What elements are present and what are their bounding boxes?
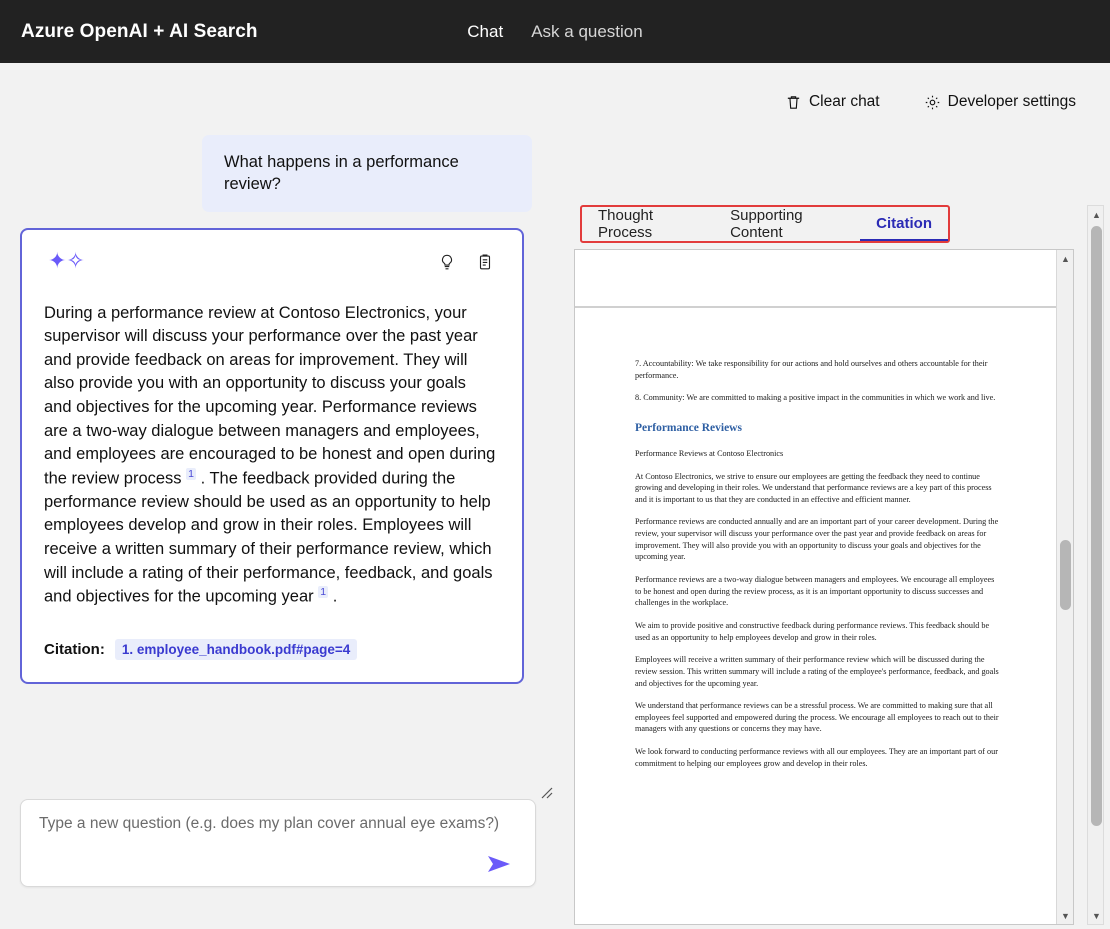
document-paragraph: At Contoso Electronics, we strive to ensure our employees are getting the feedback they need to continue growing and developing in their roles. We understand that performance reviews are a key part of this process and it is important to us that they are conducted in an effective and efficient manner. [635, 471, 992, 504]
user-message-row [20, 135, 560, 212]
document-toolbar [575, 250, 1073, 308]
developer-settings-label: Developer settings [947, 93, 1076, 110]
tab-thought-process[interactable]: Thought Process [598, 207, 654, 241]
lightbulb-icon[interactable] [438, 252, 456, 272]
answer-text [44, 302, 502, 610]
clear-chat-label: Clear chat [808, 93, 880, 110]
chevron-down-icon[interactable]: ▼ [1092, 910, 1101, 921]
document-paragraph: Performance reviews are a two-way dialogue between managers and employees. We encourage all employees to be honest and open during the review process, as it is an important opportunity to discuss successes and challenges in the workplace. [635, 575, 995, 608]
document-subheading: Performance Reviews at Contoso Electronics [635, 448, 784, 458]
analysis-tabs [580, 205, 950, 243]
app-header [0, 0, 1110, 63]
main-area [0, 119, 1110, 929]
analysis-pane [560, 119, 1110, 929]
answer-card [20, 228, 524, 685]
chevron-down-icon[interactable]: ▼ [1061, 910, 1070, 921]
citation-label: Citation: [44, 641, 105, 659]
citation-link[interactable]: 1. employee_handbook.pdf#page=4 [115, 639, 357, 660]
citation-document-viewer [574, 249, 1074, 925]
panel-scrollbar-thumb[interactable] [1091, 226, 1102, 826]
document-paragraph: 8. Community: We are committed to making a positive impact in the communities in which we work and live. [635, 393, 996, 403]
send-button[interactable] [479, 852, 519, 876]
sparkle-icon: ✦✧ [48, 247, 85, 273]
inline-citation-2[interactable]: 1 [320, 586, 327, 599]
chat-pane [0, 119, 560, 929]
question-input[interactable] [37, 814, 507, 834]
document-heading: Performance Reviews [635, 421, 742, 434]
app-title: Azure OpenAI + AI Search [21, 20, 258, 42]
inline-citation-1[interactable]: 1 [188, 467, 194, 480]
document-paragraph: Performance reviews are conducted annually and are an important part of your career development. During the review, your supervisor will discuss your performance over the past year and provide feedback on areas for improvement. They will also provide you with an opportunity to discuss your goals and objectives for the upcoming year. [635, 517, 999, 562]
nav-link-ask-a-question[interactable]: Ask a question [531, 21, 643, 41]
document-paragraph: We understand that performance reviews can be a stressful process. We are committed to making sure that all employees feel supported and empowered during the process. We encourage all employees to reach out to their managers with any questions or concerns they may have. [635, 701, 999, 734]
developer-settings-button[interactable] [918, 92, 1082, 112]
document-paragraph: 7. Accountability: We take responsibility for our actions and hold ourselves and others accountable for their performance. [635, 359, 988, 380]
nav-link-chat[interactable]: Chat [467, 21, 504, 41]
clipboard-icon[interactable] [476, 252, 494, 272]
document-paragraph: Employees will receive a written summary of their performance review which will be discussed during the review session. This written summary will include a rating of the employee's performance, feedback, and goals and objectives for the upcoming year. [635, 655, 999, 688]
gear-icon [924, 94, 941, 111]
chevron-up-icon[interactable]: ▲ [1061, 253, 1070, 264]
user-message: What happens in a performance review? [202, 135, 532, 212]
resize-grip-icon[interactable] [540, 786, 554, 803]
answer-text-part-2: . The feedback provided during the performance review should be used as an opportunity to help employees develop and grow in their roles. Employees will receive a written summary of their performance review, which will include a rating of their performance, feedback, and goals and objectives for the upcoming year [44, 469, 493, 606]
question-composer [20, 799, 536, 887]
tab-supporting-content[interactable]: Supporting Content [730, 207, 803, 241]
answer-text-part-3: . [332, 587, 338, 606]
document-page [575, 310, 1058, 924]
document-paragraph: We aim to provide positive and constructive feedback during performance reviews. This feedback should be used as an opportunity to help employees develop and grow in their roles. [635, 620, 990, 642]
header-nav [467, 22, 642, 42]
document-scrollbar[interactable] [1056, 250, 1073, 924]
answer-header [44, 246, 502, 286]
answer-text-part-1: During a performance review at Contoso Electronics, your supervisor will discuss your performance over the past year and provide feedback on areas for improvement. They will also provide you with an opportunity to discuss your goals and objectives for the upcoming year. Performance reviews are a two-way dialogue between managers and employees, and employees are encouraged to be honest and open during the review process [44, 303, 496, 488]
trash-icon [785, 94, 802, 111]
answer-actions [438, 252, 494, 272]
clear-chat-button[interactable] [779, 92, 886, 112]
document-scrollbar-thumb[interactable] [1060, 540, 1071, 610]
citation-row [44, 639, 502, 660]
chevron-up-icon[interactable]: ▲ [1092, 209, 1101, 220]
document-paragraph: We look forward to conducting performance reviews with all our employees. They are an important part of our commitment to helping our employees grow and develop in their roles. [635, 747, 998, 768]
chat-toolbar [0, 63, 1110, 119]
panel-scrollbar[interactable] [1087, 205, 1104, 925]
tab-citation[interactable]: Citation [860, 207, 948, 241]
